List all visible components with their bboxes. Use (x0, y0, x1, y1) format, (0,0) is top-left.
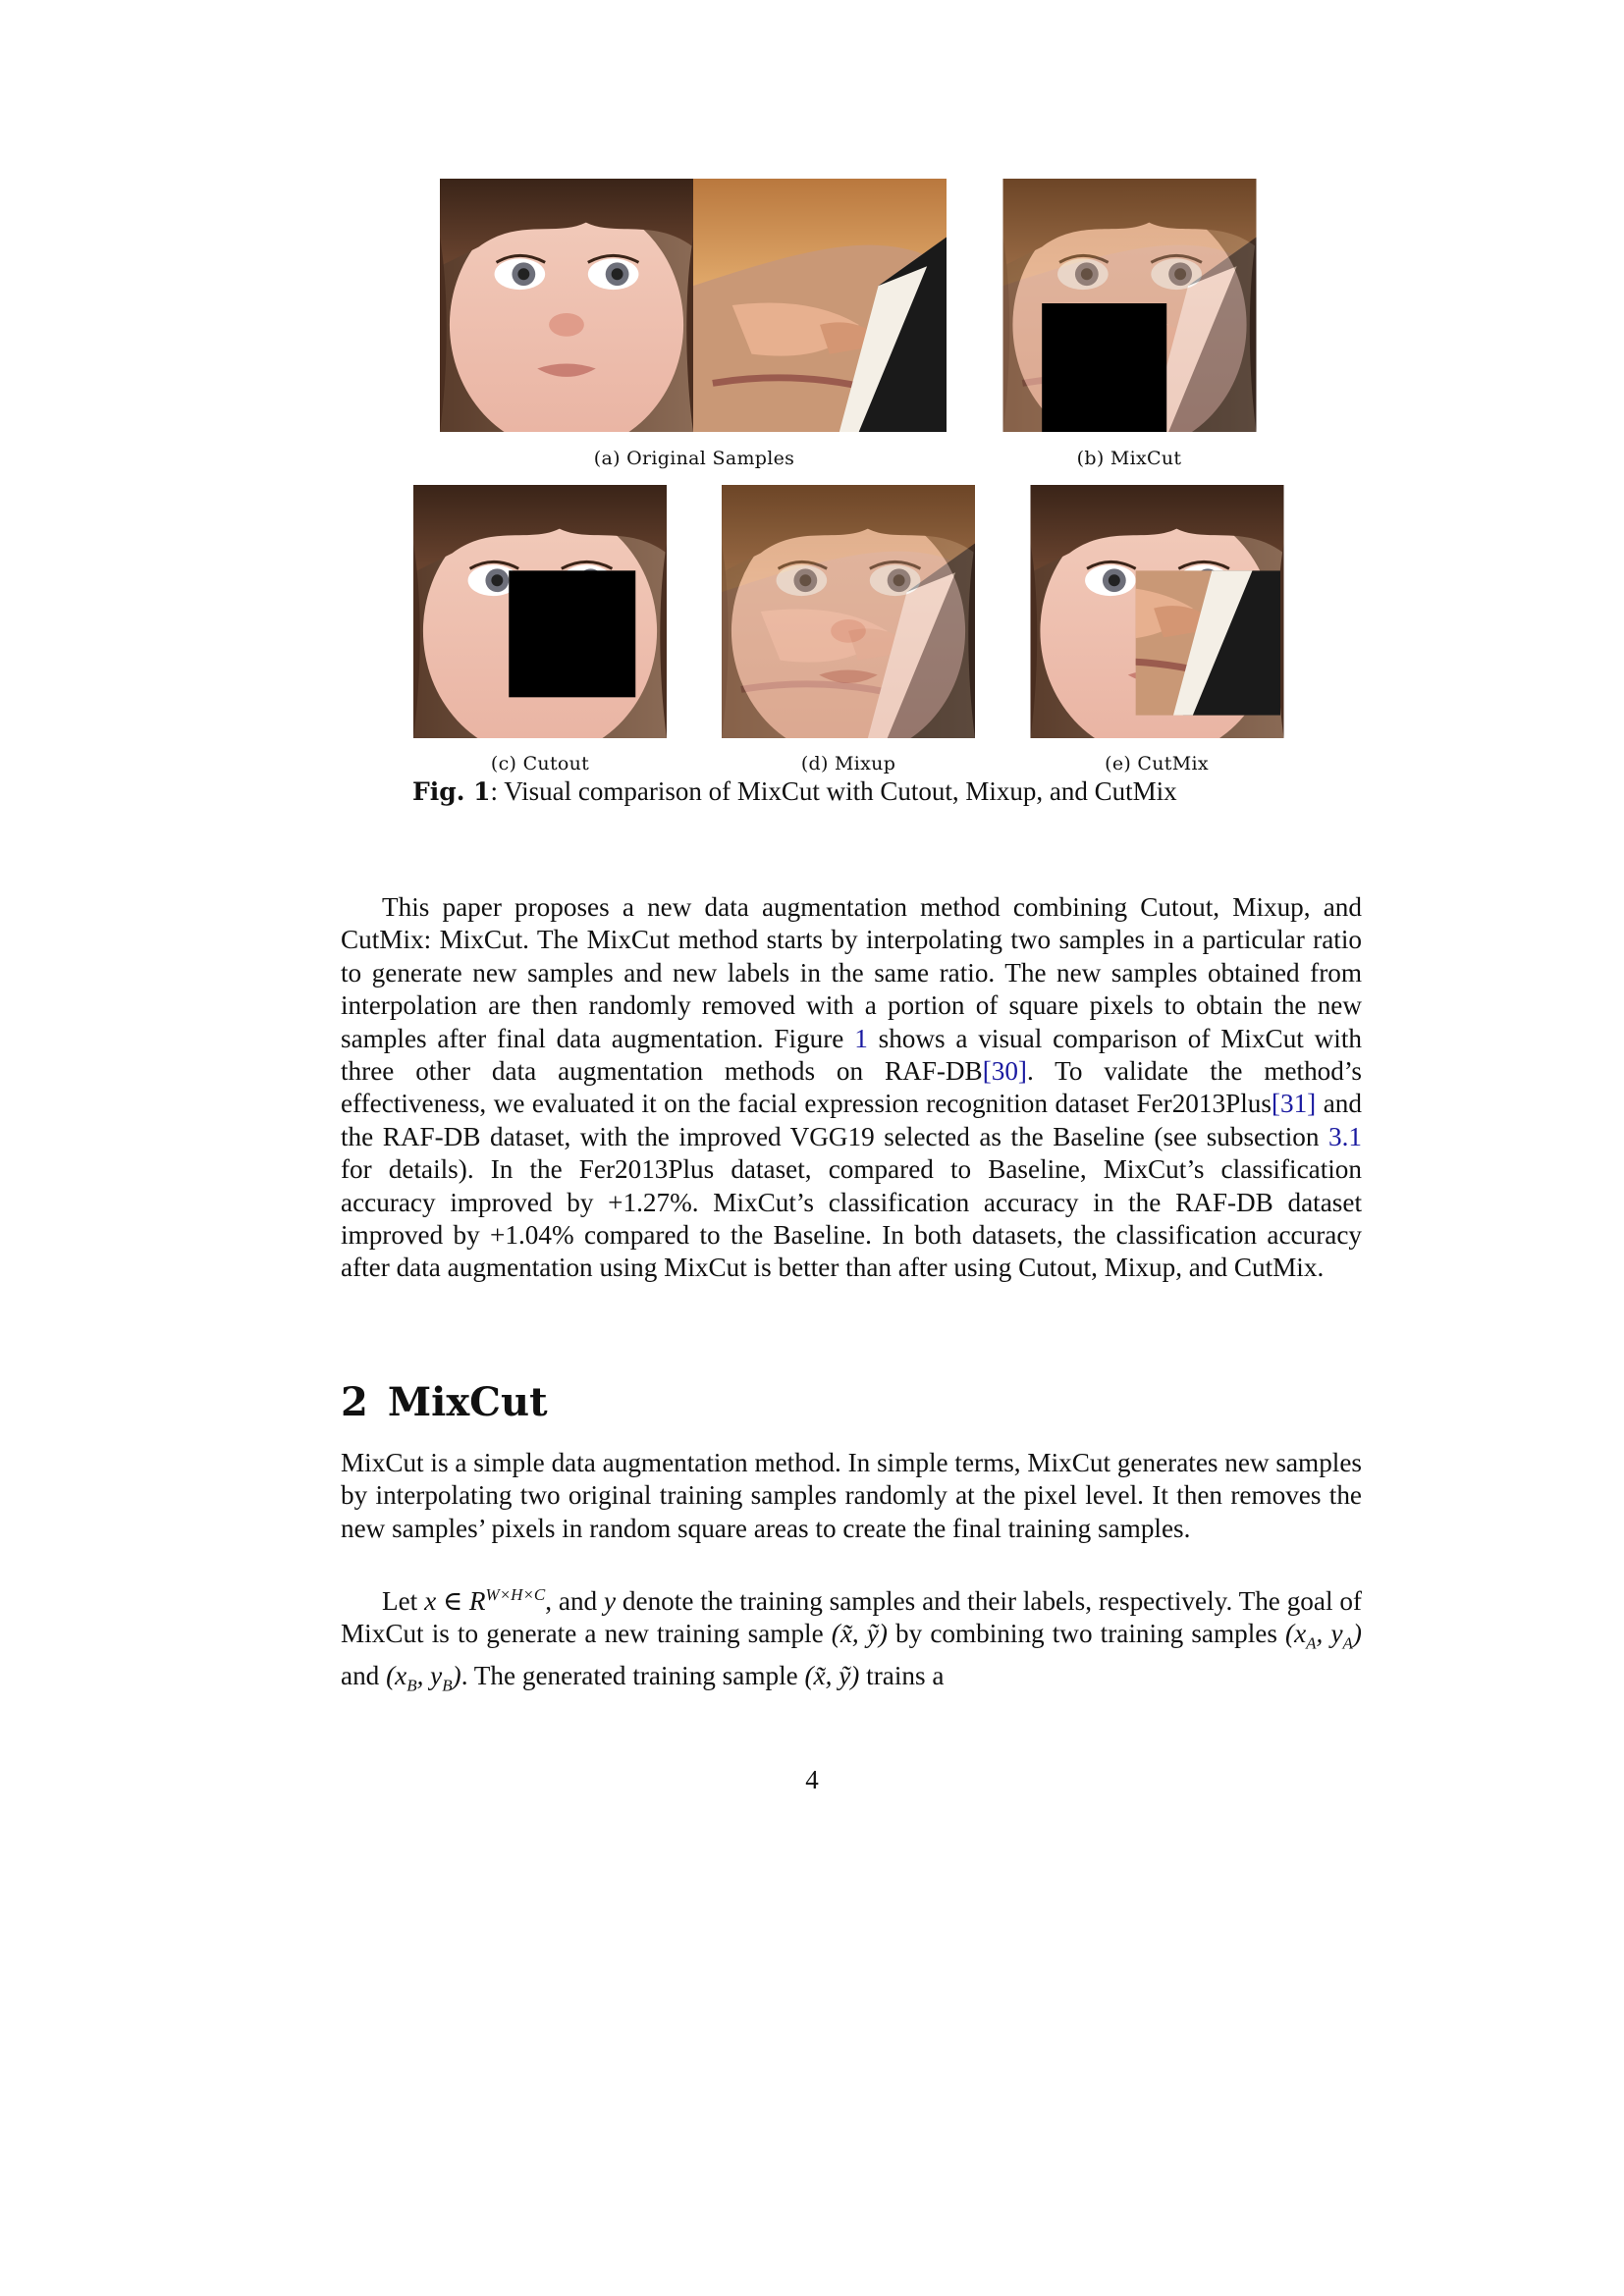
subcaption-b: (b) MixCut (1076, 448, 1182, 469)
definition-paragraph (341, 1578, 1362, 1702)
text-span: , and (545, 1586, 604, 1617)
text-span: denote the training samples and their labels, respectively. The goal of MixCut is to generate a new training sample (341, 1586, 1362, 1649)
figure-caption-text: : Visual comparison of MixCut with Cutout, Mixup, and CutMix (490, 776, 1177, 806)
math-part: , y (416, 1661, 443, 1691)
section-title: MixCut (387, 1379, 548, 1425)
citation-31-link[interactable]: [31] (1271, 1089, 1317, 1119)
figure-ref-link[interactable]: 1 (854, 1023, 868, 1053)
math-superscript: W×H×C (485, 1585, 546, 1604)
mixup-image (722, 485, 975, 738)
subcaption-e: (e) CutMix (1105, 753, 1209, 774)
mixcut-paragraph: MixCut is a simple data augmentation method. In simple terms, MixCut generates new samples by interpolating two original training samples randomly at the pixel level. It then removes the new samples’ pixels in random square areas to create the final training samples. (341, 1448, 1362, 1543)
math-new-sample: (x̃, ỹ) (831, 1619, 888, 1649)
math-part: , y (1316, 1619, 1343, 1649)
section-heading (341, 1379, 548, 1425)
math-part: (x (386, 1661, 407, 1691)
text-span: This paper proposes a new data augmentation method combining Cutout, Mixup, and CutMix: MixCut. The MixCut method starts by interpolating two samples in a particular ratio to generate new samples and new labels in the same ratio. The new samples obtained from interpolation are then randomly removed with a portion of square pixels to obtain the new samples after final data augmentation. Figure (341, 892, 1362, 1053)
figure-caption (412, 776, 1296, 807)
text-span: and the RAF-DB dataset, with the improved VGG19 selected as the Baseline (see subsection (341, 1089, 1362, 1151)
text-span: for details). In the Fer2013Plus dataset, compared to Baseline, MixCut’s classification accuracy improved by +1.27%. MixCut’s classification accuracy in the RAF-DB dataset improved by +1.04% compared to the Baseline. In both datasets, the classification accuracy after data augmentation using MixCut is better than after using Cutout, Mixup, and CutMix. (341, 1154, 1362, 1283)
subcaption-c: (c) Cutout (490, 753, 590, 774)
original-sample-a-image (440, 179, 693, 432)
citation-30-link[interactable]: [30] (982, 1056, 1027, 1087)
text-span: . To validate the method’s effectiveness, we evaluated it on the facial expression recognition dataset Fer2013Plus (341, 1056, 1363, 1119)
math-sub: A (1306, 1633, 1317, 1653)
cutout-image (413, 485, 667, 738)
figure-caption-label: Fig. 1 (412, 777, 491, 806)
text-span: by combining two training samples (887, 1619, 1286, 1649)
math-part: ) (1352, 1619, 1362, 1649)
text-span: . The generated training sample (460, 1661, 805, 1691)
math-sample-a (1285, 1619, 1362, 1653)
subcaption-a: (a) Original Samples (593, 448, 795, 469)
intro-paragraph (341, 891, 1362, 1285)
section-number: 2 (341, 1379, 368, 1425)
text-span: Let (382, 1586, 425, 1617)
page-number: 4 (805, 1765, 819, 1794)
text-span: and (341, 1661, 387, 1691)
cutmix-image (1030, 485, 1284, 738)
math-part: (x (1285, 1619, 1307, 1649)
math-sub: A (1342, 1633, 1353, 1653)
math-new-sample: (x̃, ỹ) (804, 1661, 860, 1691)
subsection-ref-link[interactable]: 3.1 (1328, 1121, 1362, 1151)
math-sample-b (386, 1661, 461, 1695)
math-y: y (604, 1586, 617, 1617)
math-sub: B (406, 1676, 417, 1695)
math-x-in-r: x ∈ R (424, 1586, 486, 1617)
original-sample-b-image (693, 179, 947, 432)
text-span: trains a (859, 1661, 945, 1691)
mixcut-image (1002, 179, 1257, 432)
math-part: ) (452, 1661, 461, 1691)
math-sub: B (442, 1676, 453, 1695)
text-span: shows a visual comparison of MixCut with three other data augmentation methods on RAF-DB (341, 1023, 1362, 1087)
subcaption-d: (d) Mixup (800, 753, 896, 774)
